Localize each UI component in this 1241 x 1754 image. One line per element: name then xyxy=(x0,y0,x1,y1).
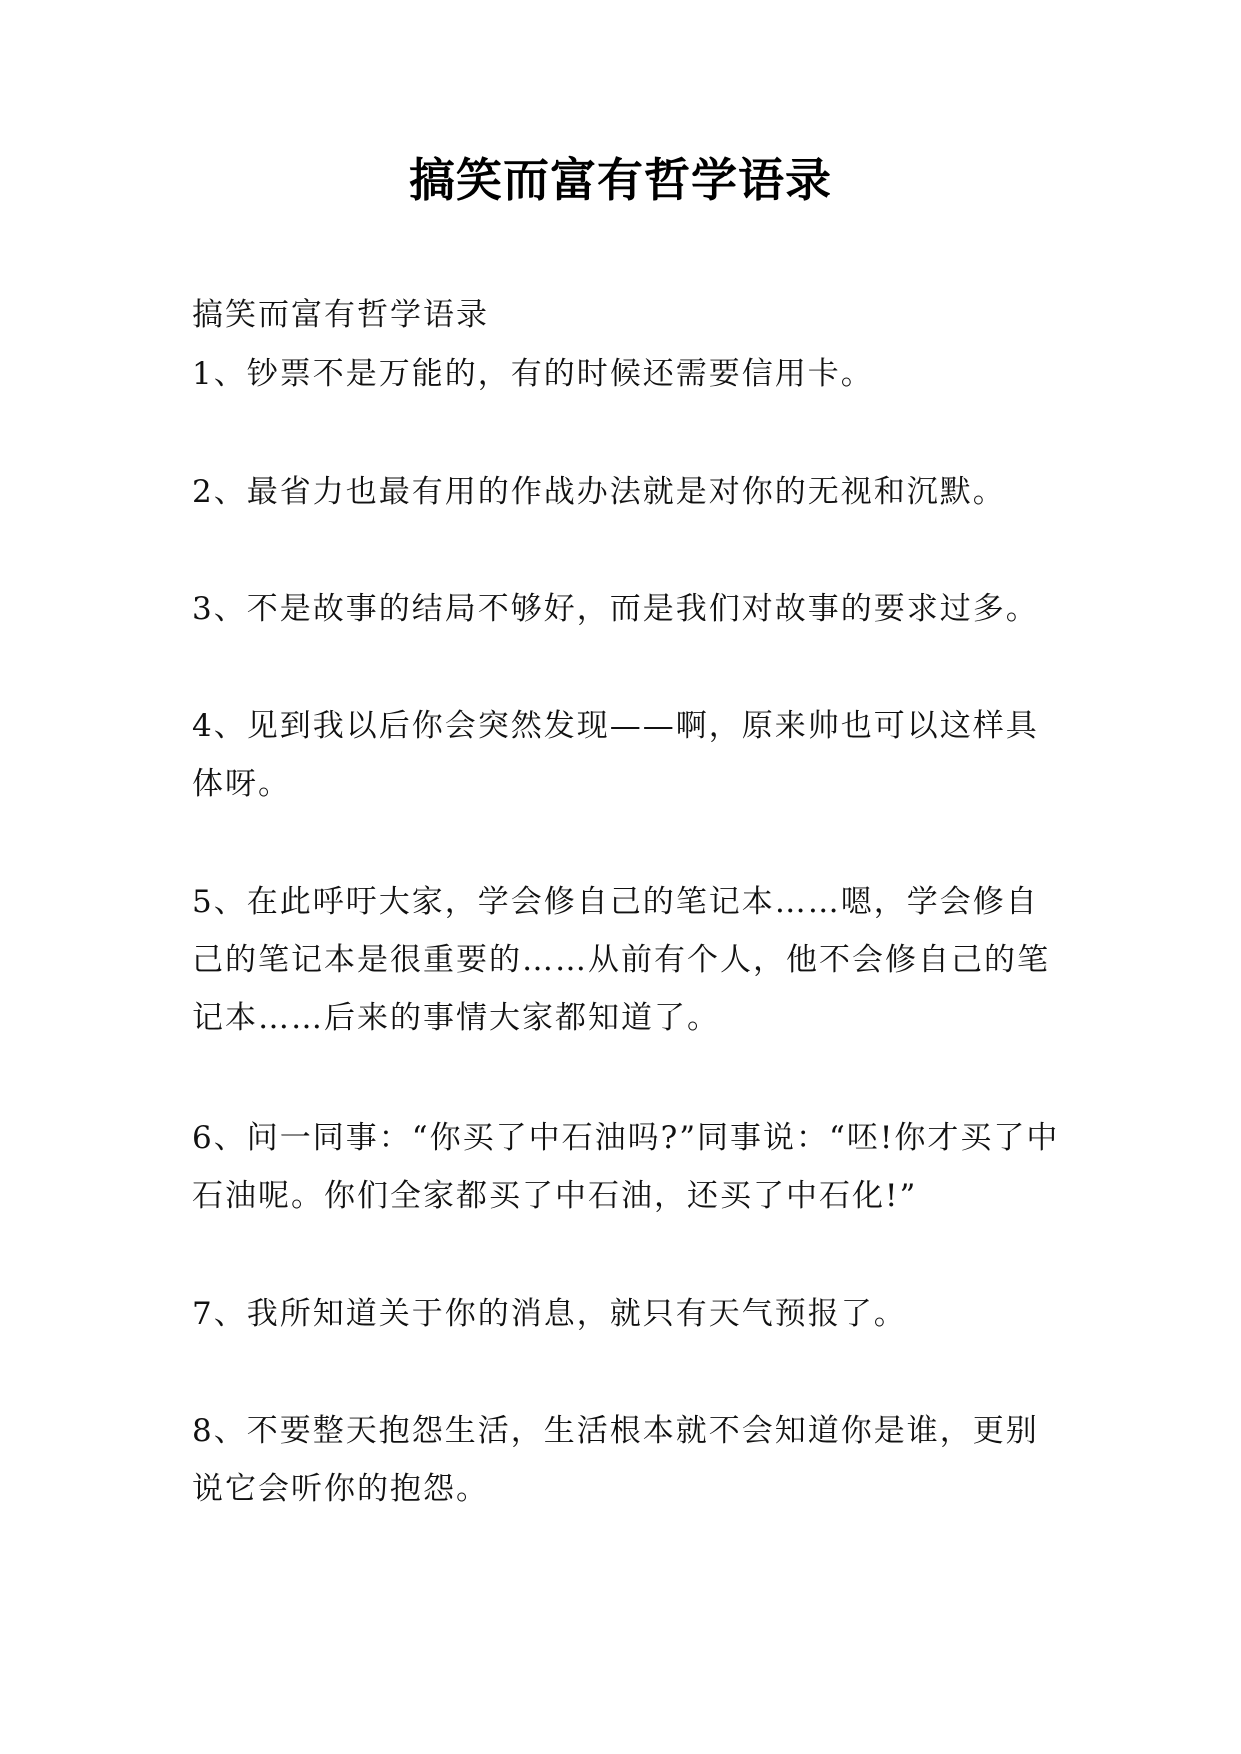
page-title: 搞笑而富有哲学语录 xyxy=(409,153,832,207)
quote-3: 3、不是故事的结局不够好，而是我们对故事的要求过多。 xyxy=(192,591,1039,627)
quote-2: 2、最省力也最有用的作战办法就是对你的无视和沉默。 xyxy=(192,474,1006,510)
quote-4: 4、见到我以后你会突然发现——啊，原来帅也可以这样具体呀。 xyxy=(192,708,1039,802)
section-heading: 搞笑而富有哲学语录 xyxy=(192,297,489,333)
quote-6: 6、问一同事：“你买了中石油吗?”同事说：“呸!你才买了中石油呢。你们全家都买了中石油，还买了中石化!” xyxy=(192,1120,1060,1214)
quote-5: 5、在此呼吁大家，学会修自己的笔记本……嗯，学会修自己的笔记本是很重要的……从前有个人，他不会修自己的笔记本……后来的事情大家都知道了。 xyxy=(192,884,1050,1036)
quote-8: 8、不要整天抱怨生活，生活根本就不会知道你是谁，更别说它会听你的抱怨。 xyxy=(192,1413,1039,1507)
quote-1: 1、钞票不是万能的，有的时候还需要信用卡。 xyxy=(192,356,874,392)
quote-7: 7、我所知道关于你的消息，就只有天气预报了。 xyxy=(192,1296,907,1332)
